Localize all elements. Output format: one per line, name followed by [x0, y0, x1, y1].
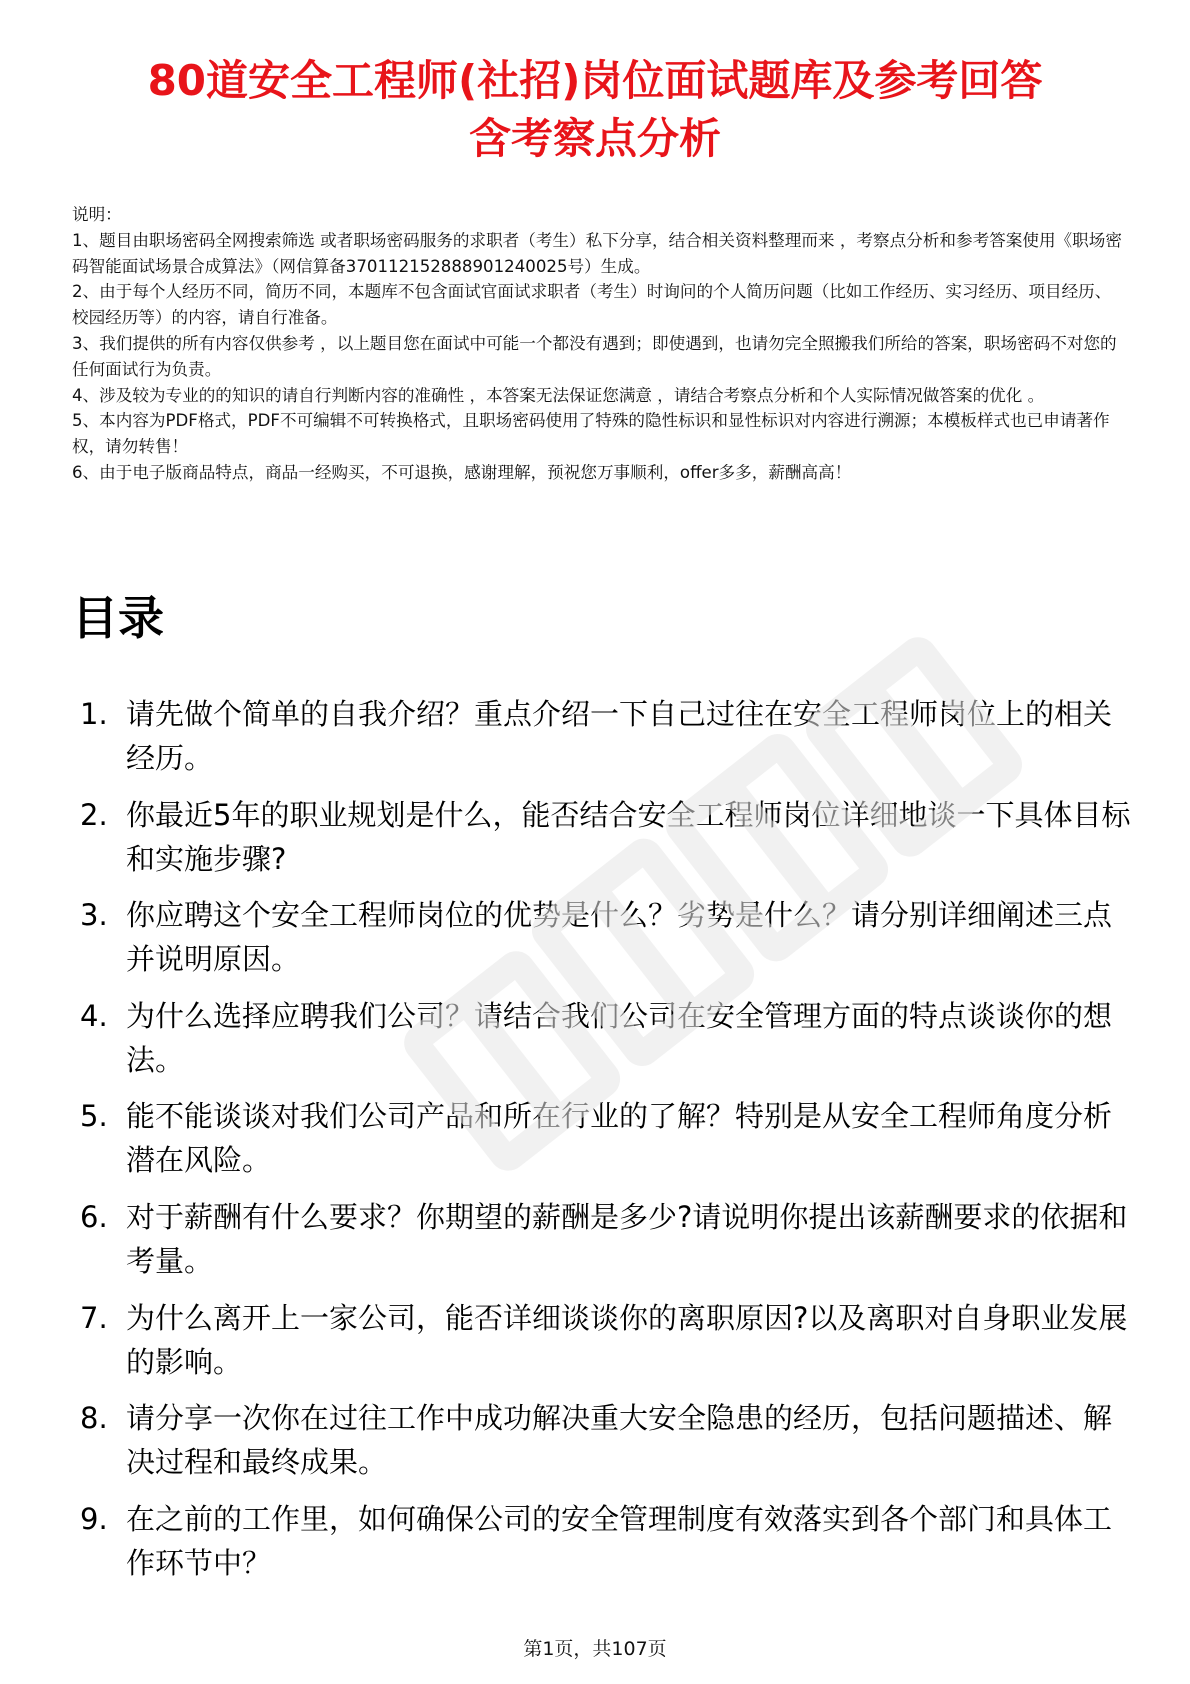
question-list: [72, 692, 1132, 1597]
question-item[interactable]: [72, 994, 1132, 1095]
title-line-1: 80道安全工程师(社招)岗位面试题库及参考回答: [147, 56, 1043, 105]
question-text: 在之前的工作里，如何确保公司的安全管理制度有效落实到各个部门和具体工作环节中？: [126, 1501, 1113, 1580]
question-number: 9.: [80, 1501, 108, 1536]
toc-heading: 目录: [72, 591, 164, 645]
note-item-2: 2、由于每个人经历不同，简历不同，本题库不包含面试官面试求职者（考生）时询问的个人简历问题（比如工作经历、实习经历、项目经历、校园经历等）的内容，请自行准备。: [72, 282, 1112, 328]
question-text: 请先做个简单的自我介绍？重点介绍一下自己过往在安全工程师岗位上的相关经历。: [126, 697, 1113, 775]
notes-heading: 说明：: [72, 205, 122, 224]
question-text: 你应聘这个安全工程师岗位的优势是什么？劣势是什么？请分别详细阐述三点并说明原因。: [126, 898, 1113, 977]
note-item-6: 6、由于电子版商品特点，商品一经购买，不可退换，感谢理解，预祝您万事顺利，offer多多，薪酬高高！: [72, 462, 852, 482]
question-item[interactable]: [72, 1195, 1132, 1296]
question-number: 1.: [80, 697, 108, 731]
question-item[interactable]: [72, 793, 1132, 894]
question-number: 5.: [80, 1099, 108, 1134]
question-item[interactable]: [72, 1396, 1132, 1497]
question-number: 8.: [80, 1401, 108, 1436]
question-number: 4.: [80, 998, 108, 1033]
question-text: 能不能谈谈对我们公司产品和所在行业的了解？特别是从安全工程师角度分析潜在风险。: [126, 1099, 1113, 1178]
question-text: 你最近5年的职业规划是什么，能否结合安全工程师岗位详细地谈一下具体目标和实施步骤?: [126, 797, 1131, 876]
question-item[interactable]: [72, 893, 1132, 994]
title-line-2: 含考察点分析: [468, 114, 721, 163]
note-item-1: 1、题目由职场密码全网搜索筛选 或者职场密码服务的求职者（考生）私下分享，结合相关资料整理而来 ，考察点分析和参考答案使用《职场密码智能面试场景合成算法》（网信算备370112152888901240025号）生成。: [72, 230, 1122, 276]
question-item[interactable]: [72, 1296, 1132, 1397]
notes-section: [72, 202, 1122, 486]
question-item[interactable]: [72, 692, 1132, 793]
question-item[interactable]: [72, 1497, 1132, 1598]
question-text: 对于薪酬有什么要求？你期望的薪酬是多少?请说明你提出该薪酬要求的依据和考量。: [126, 1199, 1128, 1278]
question-item[interactable]: [72, 1094, 1132, 1195]
question-text: 请分享一次你在过往工作中成功解决重大安全隐患的经历，包括问题描述、解决过程和最终成果。: [126, 1401, 1113, 1480]
document-title: [60, 52, 1130, 168]
note-item-5: 5、本内容为PDF格式，PDF不可编辑不可转换格式，且职场密码使用了特殊的隐性标识和显性标识对内容进行溯源；本模板样式也已申请著作权，请勿转售！: [72, 411, 1110, 457]
note-item-4: 4、涉及较为专业的的知识的请自行判断内容的准确性 ，本答案无法保证您满意 ，请结合考察点分析和个人实际情况做答案的优化 。: [72, 385, 1045, 405]
question-number: 7.: [80, 1300, 108, 1335]
question-number: 2.: [80, 797, 108, 832]
question-number: 6.: [80, 1199, 108, 1234]
page-footer: 第1页，共107页: [523, 1638, 667, 1660]
question-number: 3.: [80, 898, 108, 933]
question-text: 为什么离开上一家公司，能否详细谈谈你的离职原因?以及离职对自身职业发展的影响。: [126, 1300, 1128, 1379]
question-text: 为什么选择应聘我们公司？请结合我们公司在安全管理方面的特点谈谈你的想法。: [126, 998, 1113, 1077]
note-item-3: 3、我们提供的所有内容仅供参考 ，以上题目您在面试中可能一个都没有遇到；即使遇到，也请勿完全照搬我们所给的答案，职场密码不对您的任何面试行为负责。: [72, 333, 1117, 379]
